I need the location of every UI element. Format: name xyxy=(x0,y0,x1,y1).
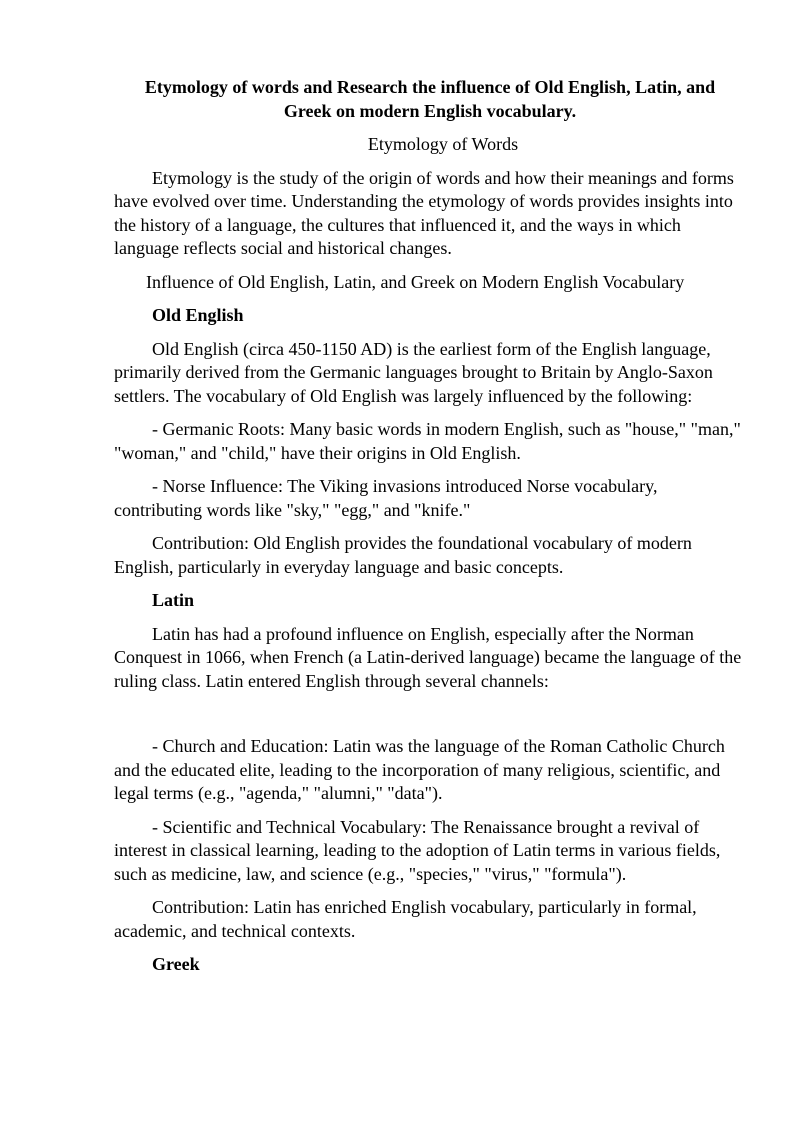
latin-contribution: Contribution: Latin has enriched English vocabulary, particularly in formal, academic, and technical contexts. xyxy=(114,897,697,941)
old-english-paragraph-1: Old English (circa 450-1150 AD) is the earliest form of the English language, primarily derived from the Germanic languages brought to Britain by Anglo-Saxon settlers. The vocabulary of Old English was largely influenced by the following: xyxy=(114,338,713,406)
latin-heading: Latin xyxy=(152,590,195,610)
old-english-germanic-roots: - Germanic Roots: Many basic words in modern English, such as "house," "man," "woman," and "child," have their origins in Old English. xyxy=(114,419,741,463)
document-subtitle: Etymology of Words xyxy=(367,134,519,154)
document-title: Etymology of words and Research the influence of Old English, Latin, and Greek on modern English vocabulary. xyxy=(144,77,716,121)
paragraph-gap xyxy=(114,693,746,725)
old-english-contribution: Contribution: Old English provides the foundational vocabulary of modern English, particularly in everyday language and basic concepts. xyxy=(114,533,692,577)
latin-paragraph-1: Latin has had a profound influence on English, especially after the Norman Conquest in 1066, when French (a Latin-derived language) became the language of the ruling class. Latin entered English through several channels: xyxy=(114,623,742,691)
old-english-heading: Old English xyxy=(152,305,244,325)
intro-paragraph: Etymology is the study of the origin of words and how their meanings and forms have evolved over time. Understanding the etymology of words provides insights into the history of a language, the cultures that influenced it, and the ways in which language reflects social and historical changes. xyxy=(114,167,734,258)
influence-heading: Influence of Old English, Latin, and Greek on Modern English Vocabulary xyxy=(146,271,685,292)
document-page xyxy=(114,76,746,977)
latin-church-education: - Church and Education: Latin was the language of the Roman Catholic Church and the educated elite, leading to the incorporation of many religious, scientific, and legal terms (e.g., "agenda," "alumni," "data"). xyxy=(114,736,725,803)
old-english-norse-influence: - Norse Influence: The Viking invasions introduced Norse vocabulary, contributing words like "sky," "egg," and "knife." xyxy=(114,476,658,520)
latin-scientific-technical: - Scientific and Technical Vocabulary: The Renaissance brought a revival of interest in classical learning, leading to the adoption of Latin terms in various fields, such as medicine, law, and science (e.g., "species," "virus," "formula"). xyxy=(114,816,721,884)
greek-heading: Greek xyxy=(152,954,200,974)
